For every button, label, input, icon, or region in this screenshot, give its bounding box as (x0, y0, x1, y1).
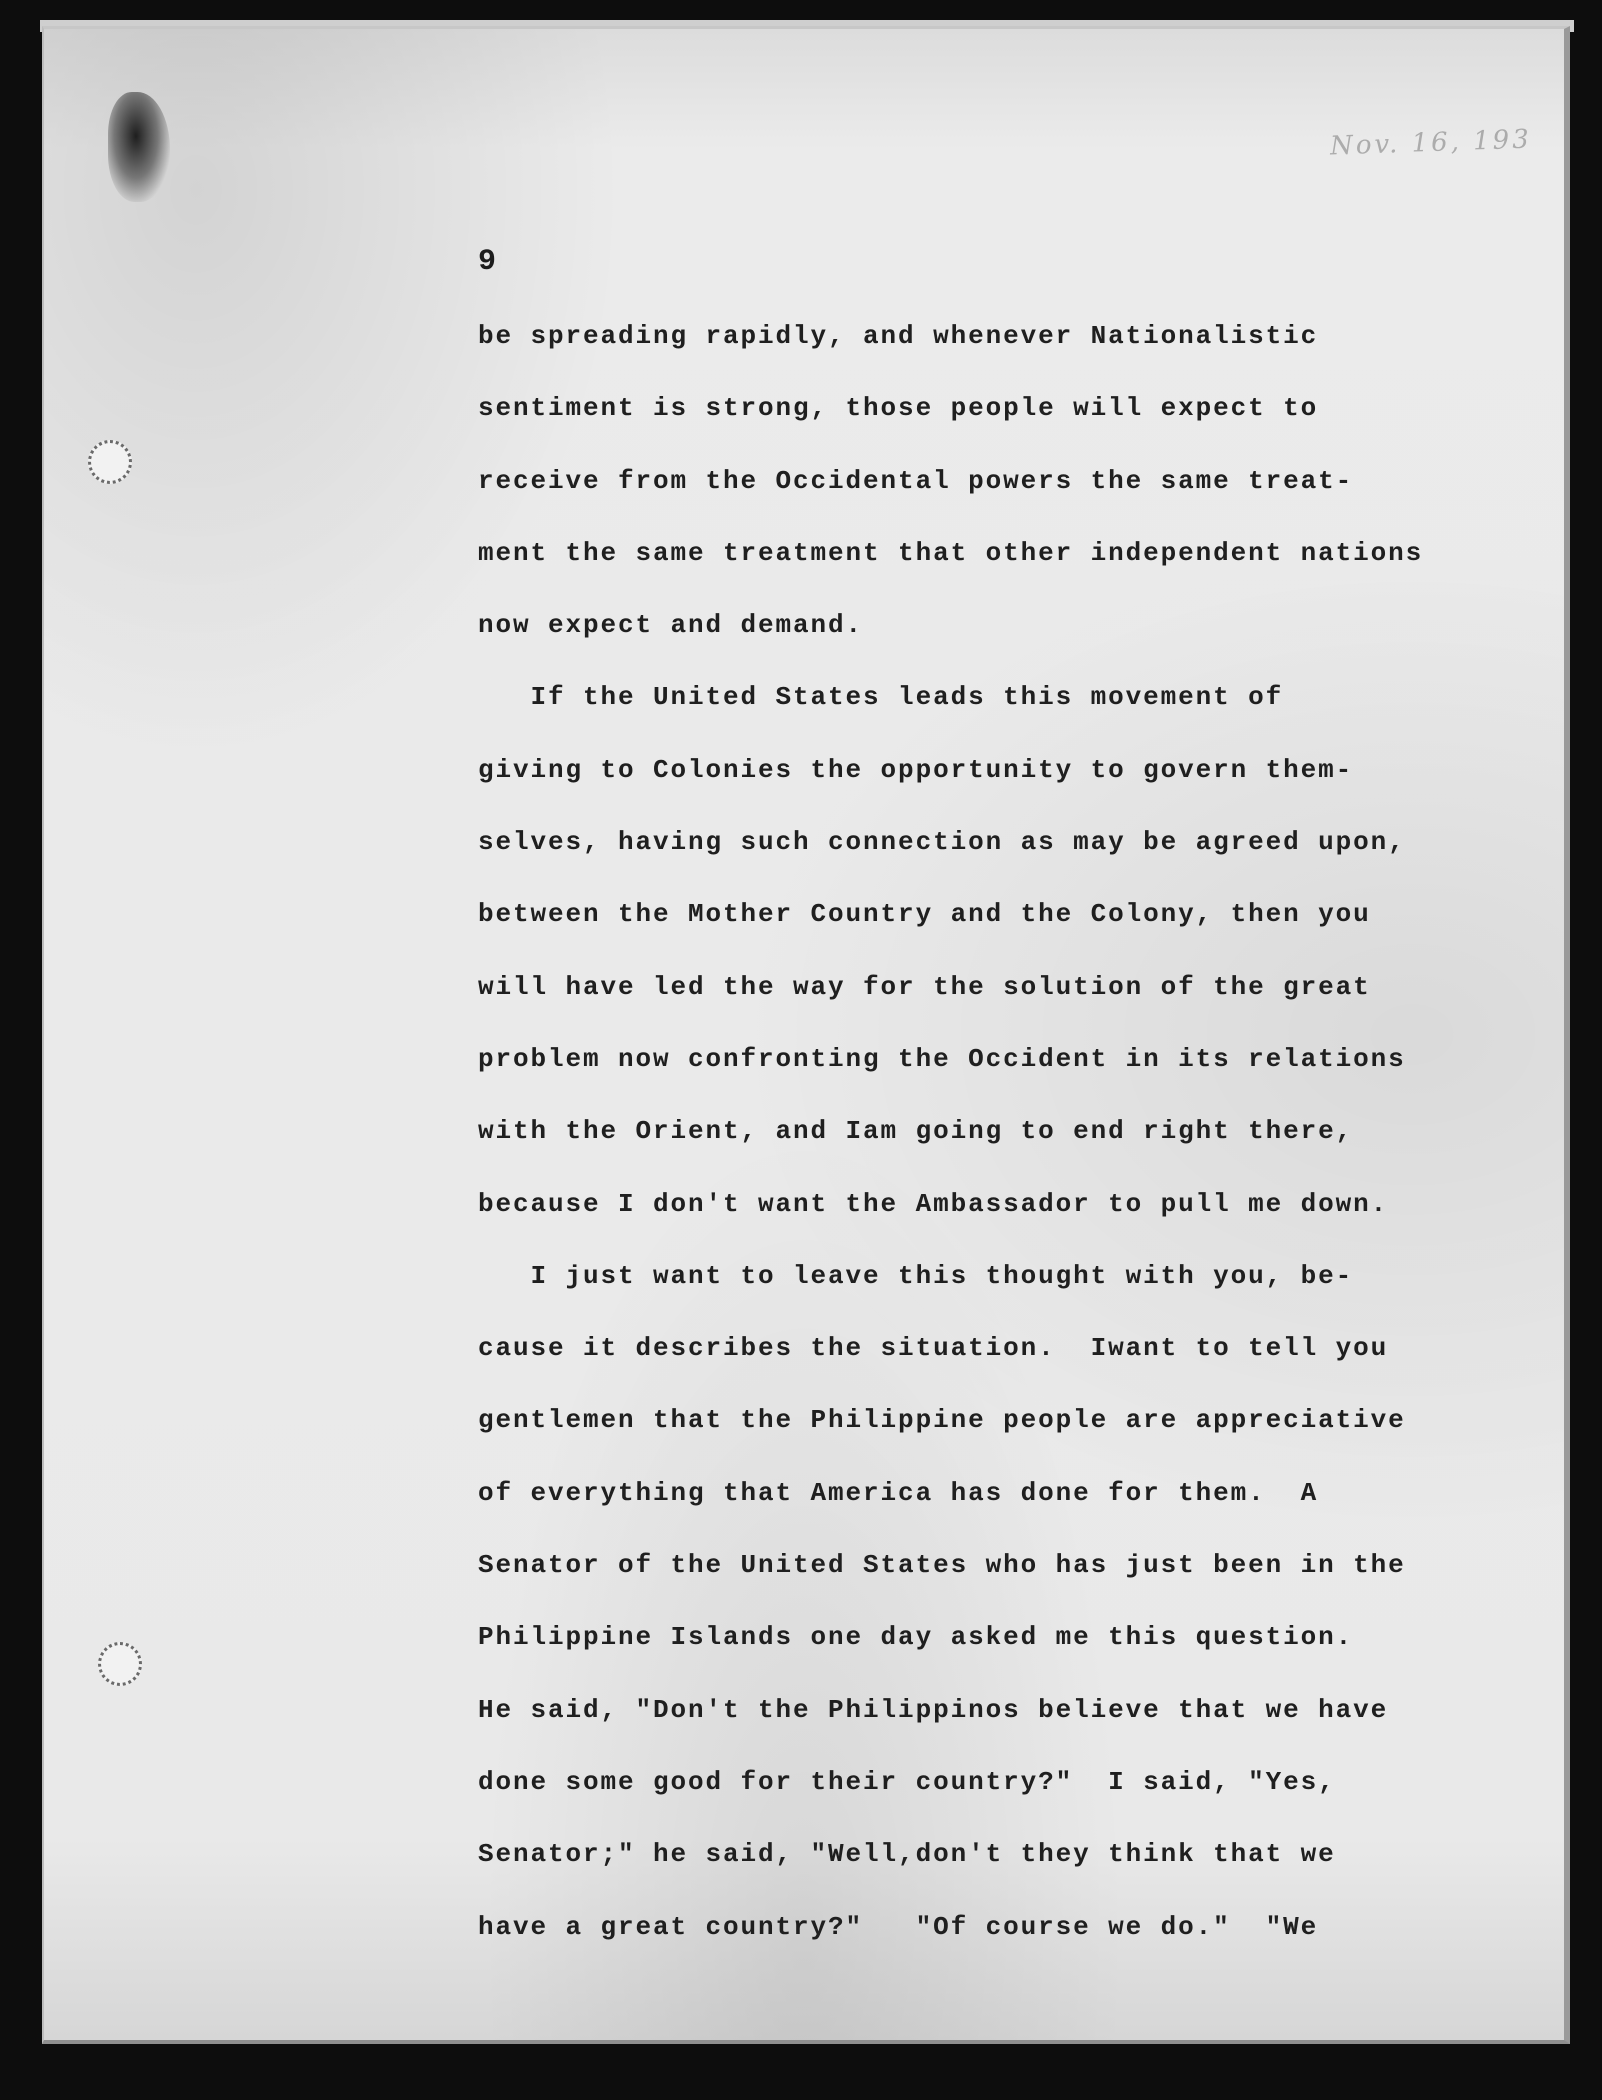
text-line: because I don't want the Ambassador to pull me down. (478, 1188, 1389, 1219)
text-line: He said, "Don't the Philippinos believe that we have (478, 1694, 1389, 1725)
typed-body-text (478, 300, 1538, 1963)
text-line: receive from the Occidental powers the same treat- (478, 465, 1354, 496)
ink-smudge (108, 92, 170, 202)
faded-handwritten-annotation: Nov. 16, 193 (1329, 124, 1533, 162)
text-line: Philippine Islands one day asked me this question. (478, 1622, 1354, 1653)
text-line: ment the same treatment that other independent nations (478, 537, 1424, 568)
text-line: I just want to leave this thought with you, be- (478, 1260, 1354, 1291)
text-line: will have led the way for the solution of the great (478, 971, 1371, 1002)
text-line: gentlemen that the Philippine people are appreciative (478, 1405, 1406, 1436)
punch-hole-top (88, 440, 132, 484)
text-line: have a great country?" "Of course we do." "We (478, 1911, 1319, 1942)
text-line: be spreading rapidly, and whenever Nationalistic (478, 321, 1319, 351)
text-line: with the Orient, and Iam going to end right there, (478, 1116, 1354, 1147)
text-line: now expect and demand. (478, 610, 864, 641)
text-line: giving to Colonies the opportunity to govern them- (478, 754, 1354, 785)
text-line: cause it describes the situation. Iwant to tell you (478, 1333, 1389, 1364)
text-line: done some good for their country?" I said, "Yes, (478, 1766, 1336, 1797)
text-line: between the Mother Country and the Colony, then you (478, 899, 1371, 930)
text-line: sentiment is strong, those people will expect to (478, 393, 1319, 424)
text-line: Senator;" he said, "Well,don't they think that we (478, 1839, 1336, 1870)
text-line: If the United States leads this movement of (478, 682, 1284, 713)
text-line: problem now confronting the Occident in its relations (478, 1043, 1406, 1074)
text-line: of everything that America has done for them. A (478, 1477, 1319, 1508)
punch-hole-bottom (98, 1642, 142, 1686)
text-line: selves, having such connection as may be agreed upon, (478, 827, 1406, 858)
text-line: Senator of the United States who has just been in the (478, 1550, 1406, 1581)
page-number: 9 (478, 245, 497, 279)
